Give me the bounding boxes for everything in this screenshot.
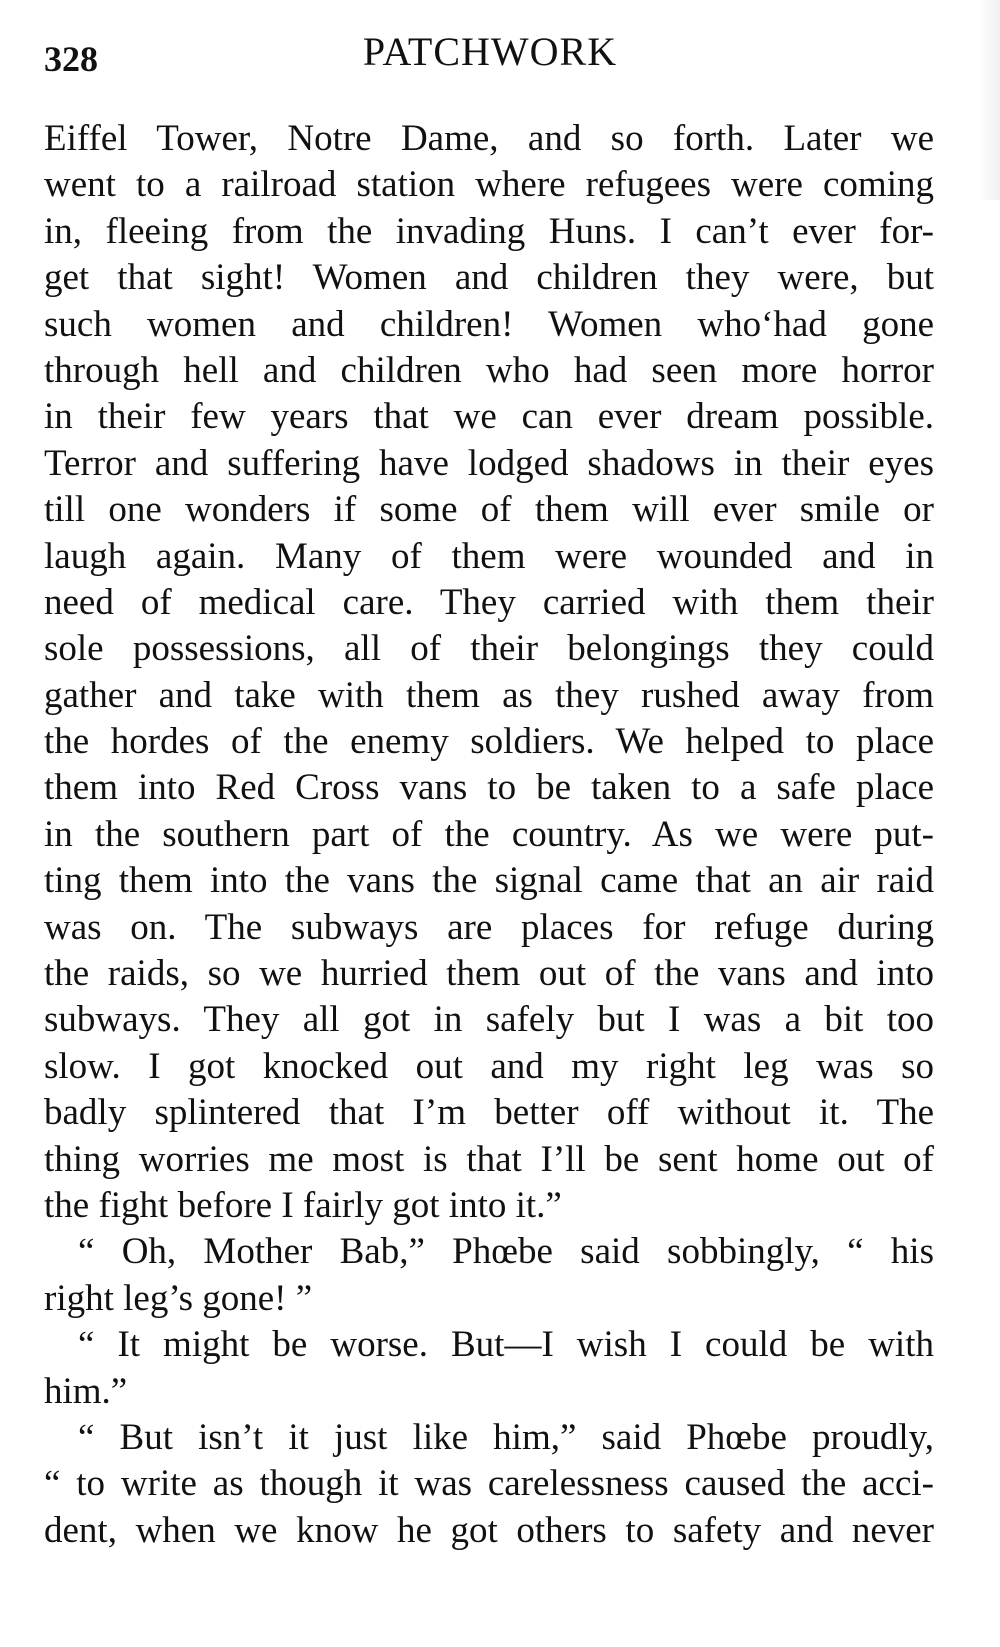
text-line: him.” bbox=[44, 1370, 128, 1412]
running-title: PATCHWORK bbox=[362, 29, 618, 74]
text-line: dent, when we know he got others to safety and never bbox=[44, 1509, 934, 1551]
text-line: badly splintered that I’m better off without it. The bbox=[44, 1092, 934, 1134]
text-line: through hell and children who had seen more horror bbox=[44, 349, 934, 391]
text-line: went to a railroad station where refugees were coming bbox=[44, 164, 934, 206]
text-line: the hordes of the enemy soldiers. We helped to place bbox=[44, 721, 934, 763]
text-line: “ But isn’t it just like him,” said Phœbe proudly, bbox=[78, 1416, 934, 1458]
text-line: slow. I got knocked out and my right leg was so bbox=[44, 1045, 934, 1087]
text-line: them into Red Cross vans to be taken to a safe place bbox=[44, 767, 934, 809]
page-header bbox=[44, 28, 936, 88]
text-line: gather and take with them as they rushed away from bbox=[44, 674, 934, 716]
text-line: in, fleeing from the invading Huns. I can’t ever for- bbox=[44, 210, 934, 252]
text-line: the raids, so we hurried them out of the vans and into bbox=[44, 953, 934, 995]
text-line: ting them into the vans the signal came that an air raid bbox=[44, 860, 934, 902]
text-line: such women and children! Women who‘had gone bbox=[44, 303, 934, 345]
text-line: Terror and suffering have lodged shadows in their eyes bbox=[44, 442, 934, 484]
body-text bbox=[44, 116, 934, 1554]
text-line: in their few years that we can ever dream possible. bbox=[44, 396, 934, 438]
text-line: “ to write as though it was carelessness caused the acci- bbox=[44, 1463, 934, 1505]
text-line: Eiffel Tower, Notre Dame, and so forth. Later we bbox=[44, 118, 934, 159]
text-line: right leg’s gone! ” bbox=[44, 1277, 313, 1319]
text-line: in the southern part of the country. As we were put- bbox=[44, 813, 934, 855]
text-line: sole possessions, all of their belongings they could bbox=[44, 628, 934, 670]
text-line: the fight before I fairly got into it.” bbox=[44, 1184, 562, 1226]
text-line: was on. The subways are places for refuge during bbox=[44, 906, 934, 948]
text-line: subways. They all got in safely but I was a bit too bbox=[44, 999, 934, 1041]
text-line: need of medical care. They carried with them their bbox=[44, 581, 934, 623]
text-line: “ It might be worse. But—I wish I could be with bbox=[78, 1324, 934, 1366]
text-line: laugh again. Many of them were wounded and in bbox=[44, 535, 934, 577]
page-number: 328 bbox=[44, 39, 98, 79]
text-line: till one wonders if some of them will ever smile or bbox=[44, 489, 934, 531]
text-line: get that sight! Women and children they were, but bbox=[44, 257, 934, 299]
text-line: “ Oh, Mother Bab,” Phœbe said sobbingly, “ his bbox=[78, 1231, 934, 1273]
text-line: thing worries me most is that I’ll be sent home out of bbox=[44, 1138, 934, 1180]
scan-edge-shadow bbox=[978, 0, 1000, 200]
